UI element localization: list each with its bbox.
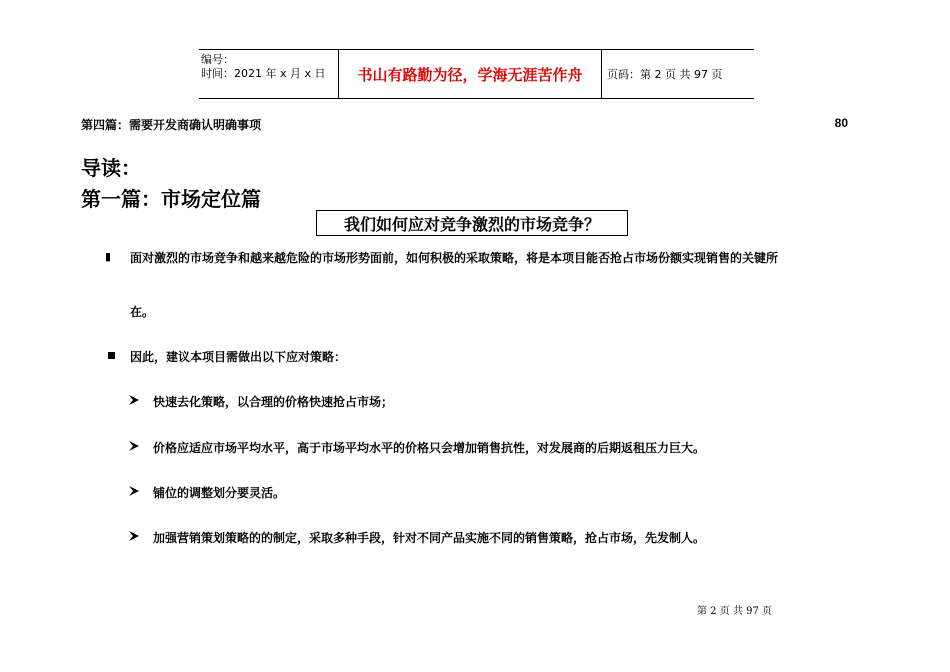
time-label: 时间：2021 年 x 月 x 日 bbox=[201, 67, 326, 80]
header-left-cell bbox=[199, 50, 338, 98]
toc-entry-page: 80 bbox=[834, 116, 848, 130]
number-label: 编号： bbox=[201, 53, 234, 66]
header-page-label: 页码：第 2 页 共 97 页 bbox=[607, 68, 723, 81]
bullet-1-line-1: 面对激烈的市场竞争和越来越危险的市场形势面前，如何积极的采取策略，将是本项目能否抢占市场份额实现销售的关键所 bbox=[130, 251, 779, 265]
intro-heading: 导读： bbox=[81, 156, 141, 180]
arrow-bullet-icon bbox=[128, 485, 140, 497]
part1-heading: 第一篇：市场定位篇 bbox=[81, 187, 261, 211]
arrow-bullet-icon bbox=[128, 440, 140, 452]
page-footer: 第 2 页 共 97 页 bbox=[697, 606, 772, 617]
sub-item-2: 价格应适应市场平均水平，高于市场平均水平的价格只会增加销售抗性，对发展商的后期返租压力巨大。 bbox=[153, 441, 706, 455]
square-bullet-icon bbox=[108, 352, 115, 359]
sub-item-1: 快速去化策略，以合理的价格快速抢占市场； bbox=[153, 395, 394, 409]
bullet-1-line-2: 在。 bbox=[130, 305, 155, 319]
toc-entry[interactable] bbox=[81, 116, 848, 133]
bullet-marker: ▮ bbox=[105, 250, 112, 263]
arrow-bullet-icon bbox=[128, 394, 140, 406]
page-header bbox=[199, 49, 754, 99]
toc-entry-title: 第四篇：需要开发商确认明确事项 bbox=[81, 118, 262, 132]
sub-item-4: 加强营销策划策略的的制定，采取多种手段，针对不同产品实施不同的销售策略，抢占市场，先发制人。 bbox=[153, 531, 706, 545]
sub-item-3: 铺位的调整划分要灵活。 bbox=[153, 486, 286, 500]
arrow-bullet-icon bbox=[128, 530, 140, 542]
boxed-question-title: 我们如何应对竞争激烈的市场竞争？ bbox=[316, 210, 628, 236]
header-motto: 书山有路勤为径，学海无涯苦作舟 bbox=[338, 50, 602, 98]
bullet-2: 因此，建议本项目需做出以下应对策略： bbox=[130, 350, 347, 364]
